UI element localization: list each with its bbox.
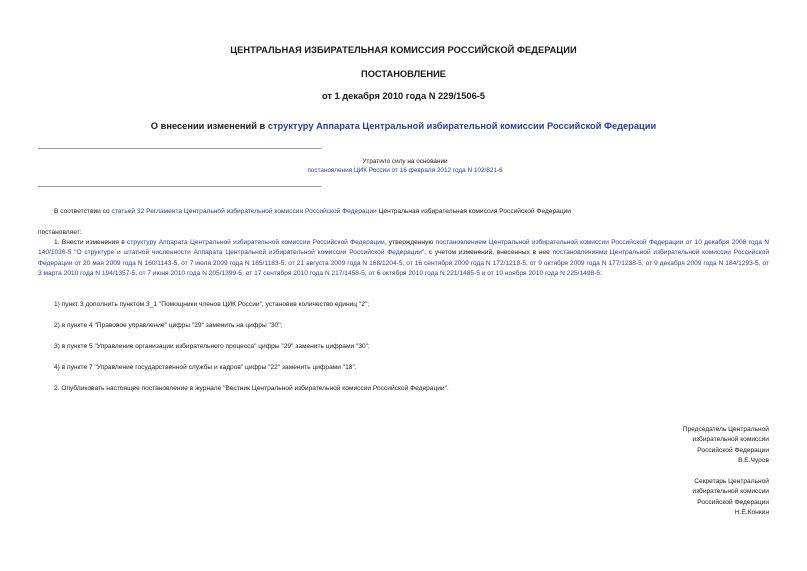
item-1-text-b: , утвержденную xyxy=(384,239,436,246)
doc-title xyxy=(0,121,807,131)
secretary-line-1: Секретарь Центральной xyxy=(694,478,769,485)
subitem-4: 4) в пункте 7 "Управление государственной службы и кадров" цифры "22" заменить цифрами "18". xyxy=(54,364,357,371)
preamble-prefix: В соответствии со xyxy=(54,208,112,215)
chair-name: В.Е.Чуров xyxy=(738,457,769,465)
status-note-text: Утратило силу на основании xyxy=(362,158,448,165)
item-1 xyxy=(38,238,769,280)
item-1-text-a: 1. Внести изменения в xyxy=(54,239,128,246)
signature-secretary xyxy=(692,477,769,519)
doc-type-heading: ПОСТАНОВЛЕНИЕ xyxy=(361,69,446,79)
preamble xyxy=(38,207,769,217)
structure-link[interactable]: структуру Аппарата Центральной избирательной комиссии Российской Федерации xyxy=(127,239,385,246)
bottom-divider xyxy=(38,186,321,187)
status-note-link[interactable]: постановления ЦИК России от 16 февраля 2012 года N 102/821-6 xyxy=(307,167,503,174)
amendments-link[interactable]: постановлениями Центральной избирательной комиссии Российской Федерации от 20 мая 2009 года N 160/1143-5, от 7 июля 2009 года N 165/1183-5, от 21 августа 2009 года N 168/1204-5, от 16 сентября 2009 года N 172/1218-5, от 9 октября 2009 года N 177/1238-5, от 9 декабря 2009 года N 184/1293-5, от 3 марта 2010 года N 194/1357-5, от 7 июня 2010 года N 205/1399-5, от 17 сентября 2010 года N 217/1458-5, от 6 октября 2010 года N 221/1485-5 и от 10 ноября 2010 года N 225/1498-5 xyxy=(38,249,770,278)
subitem-2: 2) в пункте 4 "Правовое управление" цифры "29" заменить на цифры "30"; xyxy=(54,322,283,329)
org-heading: ЦЕНТРАЛЬНАЯ ИЗБИРАТЕЛЬНАЯ КОМИССИЯ РОССИЙСКОЙ ФЕДЕРАЦИИ xyxy=(230,45,577,55)
chair-line-3: Российской Федерации xyxy=(697,446,769,454)
secretary-line-3: Российской Федерации xyxy=(697,498,769,506)
item-1-text-c: , с учетом изменений, внесенных в нее xyxy=(424,249,553,257)
doc-date-number: от 1 декабря 2010 года N 229/1506-5 xyxy=(321,91,486,101)
preamble-suffix: Центральная избирательная комиссия Российской Федерации xyxy=(376,208,571,215)
secretary-name: Н.Е.Конкин xyxy=(734,509,769,517)
status-note xyxy=(270,158,540,174)
item-1-text-d: : xyxy=(600,270,602,278)
regulation-link[interactable]: статьей 32 Регламента Центральной избирательной комиссии Российской Федерации xyxy=(111,208,377,215)
chair-line-1: Председатель Центральной xyxy=(682,426,769,433)
doc-title-link[interactable]: структуру Аппарата Центральной избирательной комиссии Российской Федерации xyxy=(267,121,657,131)
subitem-3: 3) в пункте 5 "Управление организации избирательного процесса" цифры "29" заменить цифрами "30"; xyxy=(54,343,370,350)
secretary-line-2: избирательной комиссии xyxy=(692,488,769,496)
top-divider xyxy=(38,148,321,149)
resolves-text: постановляет: xyxy=(38,229,82,236)
doc-title-prefix: О внесении изменений в xyxy=(150,121,268,131)
resolution-140-link[interactable]: постановлением Центральной избирательной комиссии Российской Федерации от 10 декабря 2008 года N 140/1036-5 "О структуре и штатной численности Аппарата Центральной избирательной комиссии Российской Федерации" xyxy=(38,239,769,257)
item-2: 2. Опубликовать настоящее постановление в журнале "Вестник Центральной избирательной комиссии Российской Федерации". xyxy=(54,385,449,392)
subitem-1: 1) пункт 3 дополнить пунктом 3_1 "Помощники членов ЦИК России", установив количество единиц "2"; xyxy=(54,301,370,308)
signature-chair xyxy=(683,425,769,467)
chair-line-2: избирательной комиссии xyxy=(692,436,769,444)
